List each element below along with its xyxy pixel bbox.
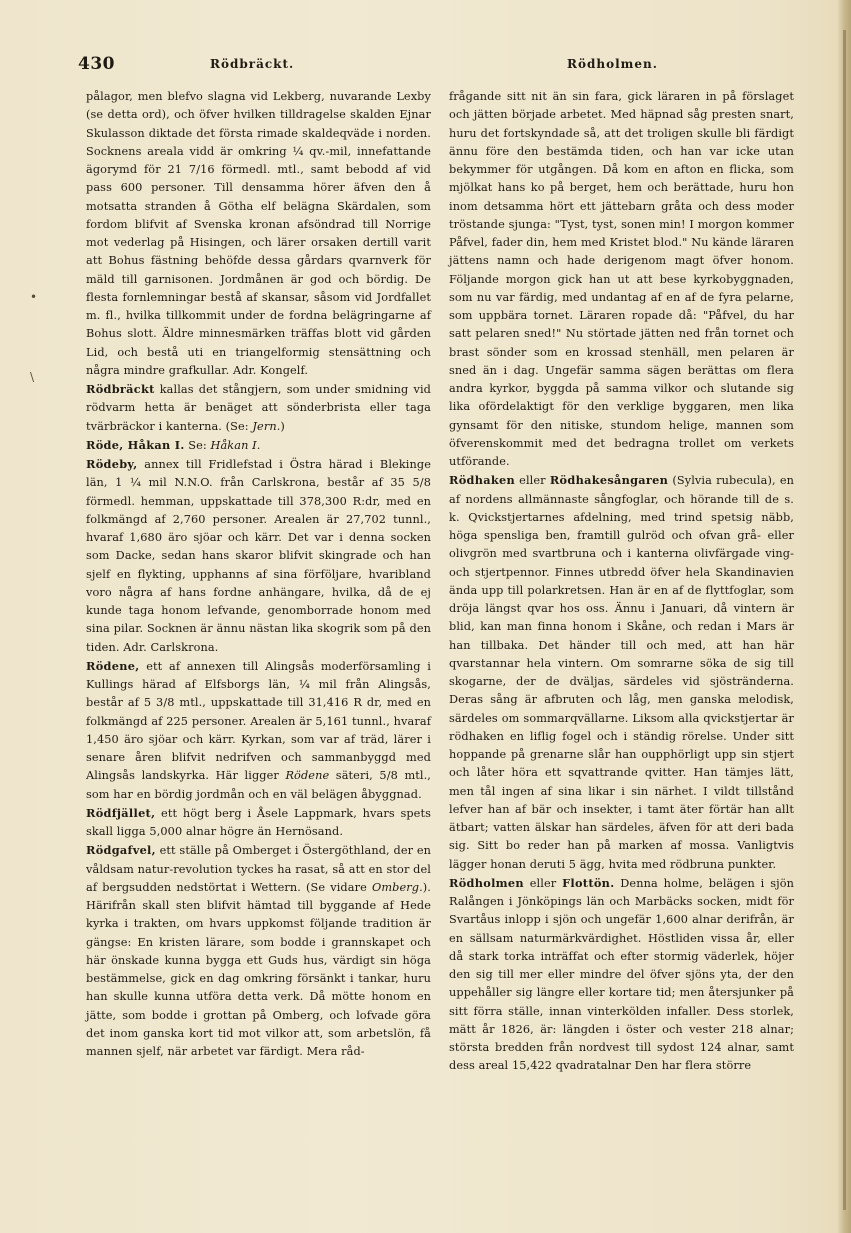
italic-name: Rödene [285,769,330,783]
entry-text: Denna holme, belägen i sjön Ralången i Jönköpings län och Marbäcks socken, midt för Svartåus inlopp i sjön och ungefär 1,600 alnar derifrån, är en sällsam naturmärkvärdighet. Höstliden vissa år, eller då stark torka inträffat och efter stormig väderlek, höjer den sig till mer eller mindre del öfver sjöns yta, der den uppehåller sig längre eller kortare tid; men återsjunker på sitt förra ställe, innan vinterkölden infaller. Dess storlek, mätt år 1826, är: längden i öster och vester 218 alnar; största bredden från nordvest till sydost 124 alnar, samt dess areal 15,422 qvadratalnar Den har flera större [449,876,794,1073]
entry-headword: Rödgafvel, [86,843,156,858]
entry-headword-alt: Rödhakesångaren [549,473,669,488]
continued-paragraph: frågande sitt nit än sin fara, gick läraren in på förslaget och jätten började arbetet. Med häpnad såg presten snart, huru det fortskyndade så, att det troligen skulle bli färdigt ännu före den bestämda tiden, och han var icke utan bekymmer för utgången. Då kom en afton en flicka, som mjölkat hans ko på berget, hem och berättade, huru hon inom detsamma hört ett jättebarn gråta och dess moder tröstande sjunga: "Tyst, tyst, sonen min! I morgon kommer Påfvel, fader din, hem med Kristet blod." Nu kände läraren jättens namn och hade derigenom magt öfver honom. Följande morgon gick han ut att bese kyrkobyggnaden, som nu var färdig, med undantag af en af de fyra pelarne, som uppbära tornet. Läraren ropade då: "Påfvel, du har satt pelaren sned!" Nu störtade jätten ned från tornet och brast sönder som en krossad stenhäll, men pelaren är sned än i dag. Ungefär samma sägen berättas om flera andra kyrkor, byggda på samma vilkor och slutande sig lika ofördelaktigt för den verklige byggaren, men lika gynsamt för den nitiske, stundom helige, mannen som öfverenskommit med det bedragna trollet om verkets utförande. [449,90,794,468]
entry-text-end: ). Härifrån skall sten blifvit hämtad till byggande af Hede kyrka i trakten, om hvars uppkomst följande tradition är gängse: En kristen lärare, som bodde i grannskapet och här önskade kunna bygga ett Guds hus, värdigt sin höga bestämmelse, gick en dag omkring försänkt i tankar, huru han skulle kunna utföra detta verk. Då mötte honom en jätte, som bodde i grottan på Omberg, och lofvade göra det inom ganska kort tid mot vilkor att, som arbetslön, få mannen sjelf, när arbetet var färdigt. Mera råd- [86,880,431,1058]
entry-text: annex till Fridlefstad i Östra härad i Blekinge län, 1 ¼ mil N.N.O. från Carlskrona, består af 35 5/8 förmedl. hemman, uppskattade till 378,300 R:dr, med en folkmängd af 2,760 personer. Arealen är 27,702 tunnl., hvaraf 1,680 äro sjöar och kärr. Det var i denna socken som Dacke, sedan hans skaror blifvit skingrade och han sjelf en flykting, upphanns af sina förföljare, hvaribland voro några af hans fordne anhängare, hvilka, då de ej kunde taga honom lefvande, genomborrade honom med sina pilar. Socknen är ännu nästan lika skogrik som på den tiden. Adr. Carlskrona. [86,458,431,654]
margin-mark-bullet: • [30,290,38,304]
entry-rodgafvel [86,841,431,1061]
entry-headword: Rödeby, [86,457,138,471]
entry-headword: Rödbräckt [86,382,155,396]
entry-text: ett ställe på Omberget i Östergöthland, der en våldsam natur-revolution tyckes ha rasat, så att en stor del af bergsudden nedstörtat i Wettern. (Se vidare [86,844,431,894]
cross-reference: Jern. [252,419,281,433]
running-head-right: Rödholmen. [567,57,658,71]
entry-headword: Rödfjället, [86,805,156,820]
entry-text: ett af annexen till Alingsås moderförsamling i Kullings härad af Elfsborgs län, ¼ mil från Alingsås, består af 5 3/8 mtl., uppskattade till 31,416 R dr, med en folkmängd af 225 personer. Arealen är 5,161 tunnl., hvaraf 1,450 äro sjöar och kärr. Kyrkan, som var af träd, lärer i senare åren blifvit nedrifven och sammanbyggd med Alingsås landskyrka. Här ligger [86,659,431,783]
page-number: 430 [78,54,115,74]
entry-text-end: säteri, 5/8 mtl., som har en bördig jordmån och en väl belägen åbyggnad. [86,769,431,801]
entry-connector: eller [523,876,563,890]
left-column [86,88,431,1061]
cross-reference: Omberg. [371,880,423,894]
margin-mark-stroke: \ [30,370,35,384]
entry-headword: Röde, Håkan I. [86,437,185,452]
entry-rodbrackt [86,380,431,436]
entry-rodhaken [449,471,794,874]
entry-headword: Rödholmen [449,875,524,890]
entry-rodholmen [449,874,794,1076]
entry-text: ett högt berg i Åsele Lappmark, hvars spets skall ligga 5,000 alnar högre än Hernösand. [86,806,431,838]
page-edge-line [843,30,846,1210]
running-head-left: Rödbräckt. [210,57,295,71]
entry-headword: Rödhaken [449,473,515,488]
cross-reference: Håkan I. [210,438,261,452]
entry-rodeby [86,455,431,657]
entry-rodfjallet [86,804,431,842]
entry-rode-hakan [86,436,431,455]
entry-headword: Rödene, [86,658,140,673]
entry-connector: eller [514,474,550,488]
entry-rodene [86,657,431,804]
right-column [449,88,794,1076]
entry-text: (Sylvia rubecula), en af nordens allmännaste sångfoglar, och hörande till de s. k. Qvickstjertarnes afdelning, med trind spetsig näbb, höga spensliga ben, framtill gulröd och ofvan grå- eller olivgrön med svartbruna och i kanterna olivfärgade ving- och stjertpennor. Finnes utbredd öfver hela Skandinavien ända upp till polarkretsen. Han är en af de flyttfoglar, som dröja längst qvar hos oss. Ännu i Januari, då vintern är blid, kan man finna honom i Skåne, och redan i Mars är han tillbaka. Det händer till och med, att han här qvarstannar hela vintern. Om somrarne söka de sig till skogarne, der de dväljas, särdeles vid sjöstränderna. Deras sång är afbruten och låg, men ganska melodisk, särdeles om sommarqvällarne. Liksom alla qvickstjertar är rödhaken en liflig fogel och i ständig rörelse. Under sitt hoppande på grenarne slår han oupphörligt upp sin stjert och låter höra ett sqvattrande qvitter. Han tämjes lätt, men tål ingen af sina likar i sin närhet. I vildt tillstånd lefver han af bär och insekter, i tamt äter förtär han allt ätbart; vatten älskar han särdeles, äfven för att deri bada sig. Sitt bo reder han på marken af mossa. Vanligtvis lägger honan deruti 5 ägg, hvita med rödbruna punkter. [449,474,794,871]
entry-text-end: ) [280,419,285,433]
entry-text: Se: [184,438,211,452]
continued-paragraph: pålagor, men blefvo slagna vid Lekberg, nuvarande Lexby (se detta ord), och öfver hvilken tilldragelse skalden Ejnar Skulasson diktade det första rimade skaldeqväde i norden. Socknens areala vidd är omkring ¼ qv.-mil, innefattande ägorymd för 21 7/16 förmedl. mtl., samt bebodd af vid pass 600 personer. Till densamma hörer äfven den å motsatta stranden å Götha elf belägna Skärdalen, som fordom blifvit af Svenska kronan afsöndrad till Norrige mot vederlag på Hisingen, och lärer orsaken dertill varit att Bohus fästning behöfde dessa gårdars qvarnverk för mäld till garnisonen. Jordmånen är god och bördig. De flesta fornlemningar bestå af skansar, såsom vid Jordfallet m. fl., hvilka tillkommit under de fordna belägringarne af Bohus slott. Äldre minnesmärken träffas blott vid gården Lid, och bestå uti en triangelformig stensättning och några mindre grafkullar. Adr. Kongelf. [86,90,431,377]
entry-headword-alt: Flottön. [562,875,615,890]
entry-text: kallas det stångjern, som under smidning vid rödvarm hetta är benäget att sönderbrista eller taga tvärbräckor i kanterna. (Se: [86,383,431,433]
